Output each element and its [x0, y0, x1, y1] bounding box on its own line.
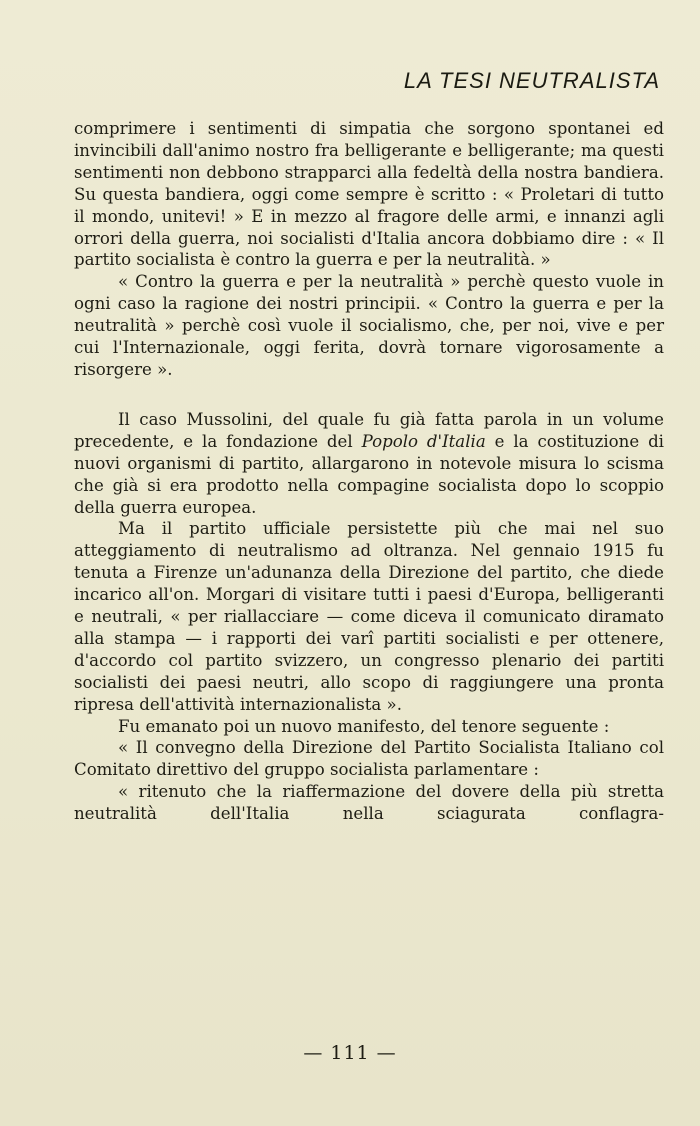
running-head: LA TESI NEUTRALISTA	[403, 68, 660, 93]
paragraph-3-text-after: e la costituzione di nuovi organismi di partito, allargarono in notevole misura lo scisma che già si era prodotto nella compagine socialista dopo lo scoppio della guerra europea.	[74, 431, 664, 517]
paragraph-4: Ma il partito ufficiale persistette più che mai nel suo atteggiamento di neutralismo ad oltranza. Nel gennaio 1915 fu tenuta a Firenze un'adunanza della Direzione del partito, che diede incarico all'on. Morgari di visitare tutti i paesi d'Europa, belligeranti e neutrali, « per riallacciare — come diceva il comunicato diramato alla stampa — i rapporti dei varî partiti socialisti e per ottenere, d'accordo col partito svizzero, un congresso plenario dei partiti socialisti dei paesi neutri, allo scopo di raggiungere una pronta ripresa dell'attività internazionalista ».	[74, 519, 664, 714]
page-number: — 111 —	[303, 1042, 397, 1064]
paragraph-2: « Contro la guerra e per la neutralità » perchè questo vuole in ogni caso la ragione dei nostri principii. « Contro la guerra e per la neutralità » perchè così vuole il socialismo, che, per noi, vive e per cui l'Internazionale, oggi ferita, dovrà tornare vigorosamente a risorgere ».	[74, 272, 664, 379]
newspaper-title: Popolo d'Italia	[361, 431, 486, 451]
paragraph-3-text-before: Il caso Mussolini, del quale fu già fatta parola in un volume precedente, e la fondazione del	[74, 409, 664, 451]
paragraph-6: « Il convegno della Direzione del Partito Socialista Italiano col Comitato direttivo del gruppo socialista parlamentare :	[74, 738, 664, 780]
paragraph-5: Fu emanato poi un nuovo manifesto, del tenore seguente :	[118, 716, 610, 736]
paragraph-7: « ritenuto che la riaffermazione del dovere della più stretta neutralità dell'Italia nella sciagurata conflagra-	[74, 782, 664, 824]
paragraph-1: comprimere i sentimenti di simpatia che sorgono spontanei ed invincibili dall'animo nostro fra belligerante e belligerante; ma questi sentimenti non debbono strapparci alla fedeltà della nostra bandiera. Su questa bandiera, oggi come sempre è scritto : « Proletari di tutto il mondo, unitevi! » E in mezzo al fragore delle armi, e innanzi agli orrori della guerra, noi socialisti d'Italia ancora dobbiamo dire : « Il partito socialista è contro la guerra e per la neutralità. »	[74, 119, 664, 270]
section-gap	[74, 381, 664, 409]
paragraph-3	[74, 409, 664, 519]
body-text	[74, 118, 664, 825]
